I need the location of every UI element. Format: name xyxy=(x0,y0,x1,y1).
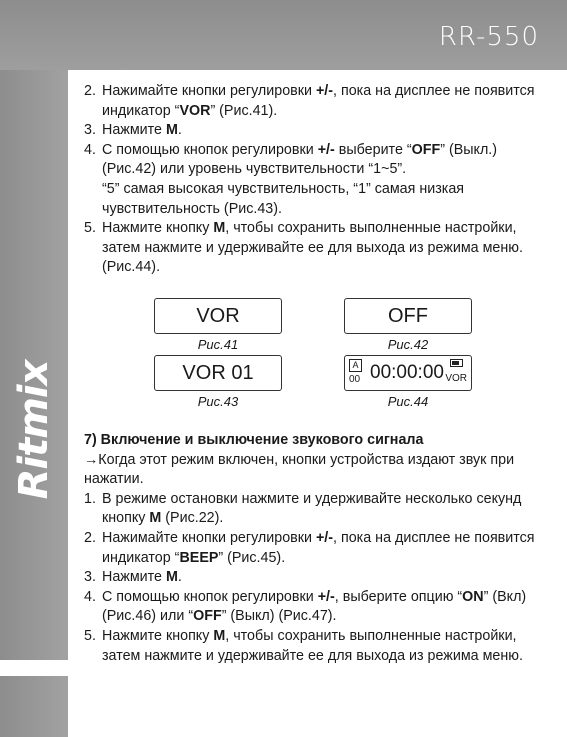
display-fig43: VOR 01 xyxy=(154,355,282,391)
list-item xyxy=(84,82,544,121)
list-item xyxy=(84,141,544,219)
model-name: RR-550 xyxy=(438,22,539,52)
step-number: 3. xyxy=(84,122,96,139)
step-text: Нажмите кнопку M, чтобы сохранить выполненные настройки, затем нажмите и удерживайте ее для выхода из режима меню. xyxy=(102,627,523,664)
step-number: 5. xyxy=(84,627,96,644)
list-item xyxy=(84,588,544,627)
display-fig44 xyxy=(344,355,472,391)
list-item xyxy=(84,490,544,529)
list-item xyxy=(84,121,544,141)
step-text: С помощью кнопок регулировки +/-, выберите опцию “ON” (Вкл) (Рис.46) или “OFF” (Выкл) (Рис.47). xyxy=(102,588,527,625)
step-number: 4. xyxy=(84,141,96,158)
battery-icon xyxy=(450,359,463,367)
brand-logo: Ritmix xyxy=(11,360,57,500)
step-number: 5. xyxy=(84,220,96,237)
caption-fig43: Рис.43 xyxy=(197,394,239,409)
step-number: 2. xyxy=(84,529,96,546)
list-item xyxy=(84,627,544,666)
list-item xyxy=(84,568,544,588)
section-heading: 7) Включение и выключение звукового сигнала xyxy=(84,432,424,448)
caption-fig42: Рис.42 xyxy=(387,337,429,352)
step-text: Нажимайте кнопки регулировки +/-, пока на дисплее не появится индикатор “VOR” (Рис.41). xyxy=(102,83,535,119)
step-text: С помощью кнопок регулировки +/- выберите “OFF” (Выкл.) (Рис.42) или уровень чувствительности “1~5”. “5” самая высокая чувствительность, “1” самая низкая чувствительность (Рис.43). xyxy=(102,141,498,217)
display-fig42: OFF xyxy=(344,298,472,334)
intro-text: →Когда этот режим включен, кнопки устройства издают звук при нажатии. xyxy=(84,451,515,488)
step-text: В режиме остановки нажмите и удерживайте несколько секунд кнопку M (Рис.22). xyxy=(102,490,522,527)
side-strip xyxy=(0,70,68,737)
step-text: Нажмите кнопку M, чтобы сохранить выполненные настройки, затем нажмите и удерживайте ее для выхода из режима меню. (Рис.44). xyxy=(102,220,523,276)
mode-box: A xyxy=(349,359,362,372)
step-number: 3. xyxy=(84,569,96,586)
instructions-vor xyxy=(84,82,544,278)
side-strip-gap xyxy=(0,660,68,676)
step-text: Нажмите M. xyxy=(102,122,182,139)
step-number: 1. xyxy=(84,490,96,507)
track-counter: 00 xyxy=(349,374,361,385)
step-number: 2. xyxy=(84,83,96,99)
figures xyxy=(84,298,544,410)
step-text: Нажимайте кнопки регулировки +/-, пока на дисплее не появится индикатор “BEEP” (Рис.45). xyxy=(102,529,535,566)
time-readout: 00:00:00 xyxy=(370,362,444,383)
caption-fig41: Рис.41 xyxy=(197,337,239,352)
vor-indicator: VOR xyxy=(445,373,467,384)
step-number: 4. xyxy=(84,588,96,605)
display-fig41: VOR xyxy=(154,298,282,334)
list-item xyxy=(84,219,544,278)
caption-fig44: Рис.44 xyxy=(387,394,429,409)
step-text: Нажмите M. xyxy=(102,569,182,586)
instructions-beep xyxy=(84,431,544,666)
list-item xyxy=(84,529,544,568)
header-bar xyxy=(0,0,567,70)
